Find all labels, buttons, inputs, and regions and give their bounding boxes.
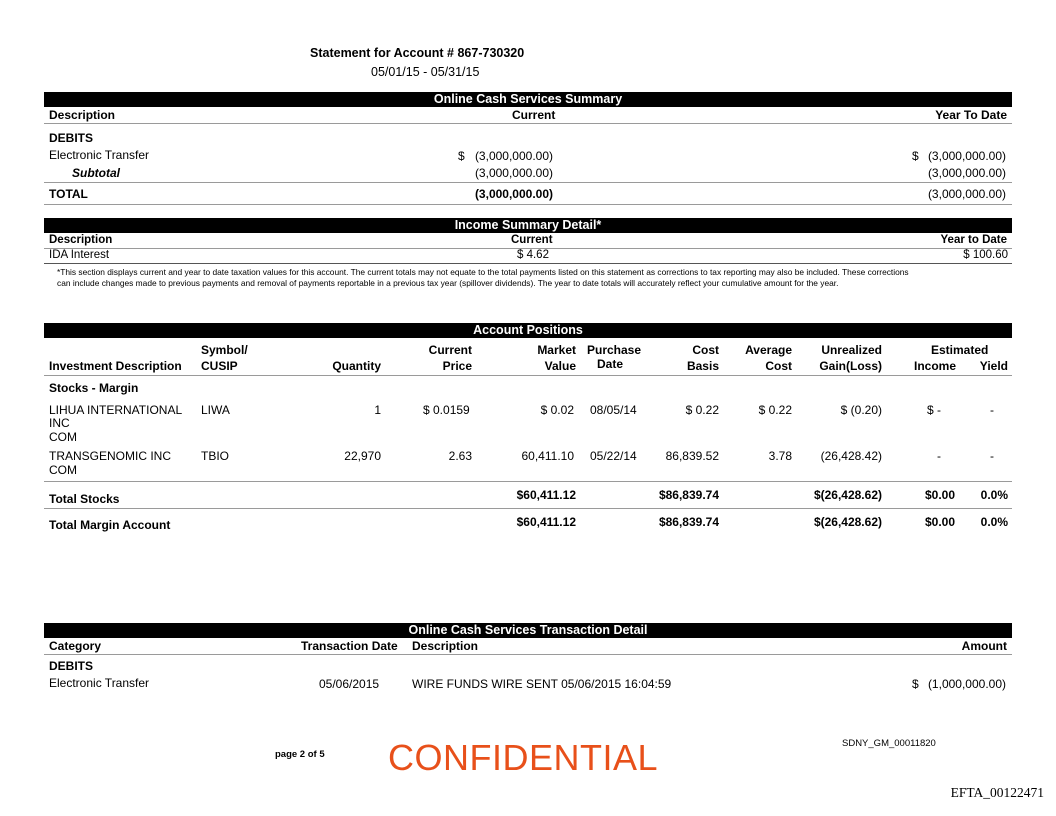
position-income: - — [937, 449, 941, 463]
transaction-amount: (1,000,000.00) — [927, 677, 1006, 691]
transactions-bar: Online Cash Services Transaction Detail — [44, 623, 1012, 638]
position-gain-loss: $ (0.20) — [840, 403, 882, 417]
position-quantity: 22,970 — [344, 449, 381, 463]
position-gain-loss: (26,428.42) — [820, 449, 882, 463]
statement-title: Statement for Account # 867-730320 — [310, 46, 525, 60]
statement-period: 05/01/15 - 05/31/15 — [371, 65, 480, 79]
position-yield: - — [990, 449, 994, 463]
transaction-description: WIRE FUNDS WIRE SENT 05/06/2015 16:04:59 — [412, 677, 672, 691]
income-summary-col-description: Description — [49, 234, 113, 246]
total-margin-income: $0.00 — [924, 515, 955, 529]
cash-summary-total-current: (3,000,000.00) — [474, 187, 553, 201]
cash-summary-total-rule — [44, 204, 1012, 205]
cash-summary-subtotal-label: Subtotal — [72, 166, 120, 180]
transactions-header-rule — [44, 654, 1012, 655]
positions-col-price-line1: Current — [428, 343, 472, 357]
income-summary-col-ytd: Year to Date — [940, 234, 1007, 246]
income-summary-footnote-line-2: can include changes made to previous payments and removal of payments reportable in a previous tax year (spillover dividends). The year to date totals will accurately reflect your cumulative amount for the year. — [57, 278, 839, 288]
positions-col-estimated: Estimated — [931, 343, 989, 357]
position-market-value: 60,411.10 — [521, 449, 574, 463]
cash-summary-row-ytd: (3,000,000.00) — [927, 149, 1006, 163]
transactions-col-date: Transaction Date — [301, 639, 398, 653]
income-summary-row-rule — [44, 263, 1012, 264]
page-number: page 2 of 5 — [275, 749, 325, 760]
cash-summary-col-ytd: Year To Date — [935, 108, 1007, 122]
income-summary-row-label: IDA Interest — [49, 249, 110, 261]
positions-section-label: Stocks - Margin — [49, 381, 139, 395]
positions-col-mv-line2: Value — [544, 359, 576, 373]
transactions-col-amount: Amount — [961, 639, 1007, 653]
position-average-cost: $ 0.22 — [758, 403, 792, 417]
total-stocks-gain-loss: $(26,428.62) — [813, 488, 882, 502]
positions-col-pd-line2: Date — [597, 357, 624, 371]
cash-summary-col-current: Current — [512, 108, 556, 122]
positions-col-quantity: Quantity — [332, 359, 381, 373]
total-stocks-income: $0.00 — [924, 488, 955, 502]
total-stocks-market-value: $60,411.12 — [516, 488, 576, 502]
total-margin-yield: 0.0% — [980, 515, 1008, 529]
cash-summary-subtotal-current: (3,000,000.00) — [474, 166, 553, 180]
position-symbol: LIWA — [201, 403, 230, 417]
position-description-line2: INC — [49, 416, 70, 430]
positions-col-ac-line2: Cost — [765, 359, 792, 373]
position-description-line3: COM — [49, 430, 77, 444]
position-cost-basis: $ 0.22 — [685, 403, 719, 417]
total-margin-market-value: $60,411.12 — [516, 515, 576, 529]
cash-summary-col-description: Description — [49, 108, 116, 122]
position-average-cost: 3.78 — [768, 449, 792, 463]
total-margin-cost-basis: $86,839.74 — [658, 515, 719, 529]
positions-col-mv-line1: Market — [537, 343, 576, 357]
cash-summary-subtotal-ytd: (3,000,000.00) — [927, 166, 1006, 180]
positions-col-symbol-line1: Symbol/ — [201, 343, 248, 357]
positions-col-pd-line1: Purchase — [587, 343, 642, 357]
income-summary-footnote — [57, 267, 987, 289]
position-symbol: TBIO — [201, 449, 230, 463]
position-cost-basis: 86,839.52 — [665, 449, 719, 463]
cash-summary-row-current: (3,000,000.00) — [474, 149, 553, 163]
position-quantity: 1 — [374, 403, 381, 417]
position-market-value: $ 0.02 — [540, 403, 574, 417]
positions-col-ug-line2: Gain(Loss) — [819, 359, 882, 373]
cash-summary-total-ytd: (3,000,000.00) — [927, 187, 1006, 201]
positions-bar: Account Positions — [44, 323, 1012, 338]
transactions-debits-label: DEBITS — [49, 659, 94, 673]
transaction-amount-symbol: $ — [912, 677, 919, 691]
total-margin-label: Total Margin Account — [49, 518, 171, 532]
cash-summary-row-current-symbol: $ — [458, 149, 465, 163]
positions-col-ug-line1: Unrealized — [821, 343, 882, 357]
position-description-line1: LIHUA INTERNATIONAL — [49, 403, 183, 417]
efta-number: EFTA_00122471 — [950, 785, 1044, 800]
cash-summary-bar: Online Cash Services Summary — [44, 92, 1012, 107]
position-description-line2: COM — [49, 463, 77, 477]
income-summary-footnote-line-1: *This section displays current and year to date taxation values for this account. The current totals may not equate to the total payments listed on this statement as corrections to tax reporting may also be included. These corrections — [57, 267, 909, 277]
cash-summary-row-label: Electronic Transfer — [49, 148, 150, 162]
positions-header-rule — [44, 375, 1012, 376]
total-stocks-rule — [44, 508, 1012, 509]
income-summary-col-current: Current — [511, 234, 553, 246]
cash-summary-debits-label: DEBITS — [49, 131, 94, 145]
positions-col-cb-line1: Cost — [692, 343, 719, 357]
income-summary-row-ytd: $ 100.60 — [963, 249, 1008, 261]
cash-summary-header-rule — [44, 123, 1012, 124]
positions-col-income: Income — [914, 359, 957, 373]
positions-col-symbol-line2: CUSIP — [201, 359, 238, 373]
total-stocks-yield: 0.0% — [980, 488, 1008, 502]
total-stocks-cost-basis: $86,839.74 — [658, 488, 719, 502]
position-price: 2.63 — [448, 449, 472, 463]
transactions-col-description: Description — [412, 639, 479, 653]
position-purchase-date: 05/22/14 — [590, 449, 637, 463]
total-margin-gain-loss: $(26,428.62) — [813, 515, 882, 529]
position-income: $ - — [927, 403, 942, 417]
bates-number: SDNY_GM_00011820 — [842, 738, 936, 749]
cash-summary-row-ytd-symbol: $ — [912, 149, 919, 163]
positions-col-yield: Yield — [979, 359, 1008, 373]
positions-col-ac-line1: Average — [745, 343, 792, 357]
confidential-stamp: CONFIDENTIAL — [388, 737, 659, 778]
positions-col-cb-line2: Basis — [686, 359, 719, 373]
position-description-line1: TRANSGENOMIC INC — [49, 449, 172, 463]
cash-summary-total-label: TOTAL — [49, 187, 88, 201]
total-stocks-label: Total Stocks — [49, 492, 120, 506]
transaction-category: Electronic Transfer — [49, 676, 150, 690]
positions-col-investment-description: Investment Description — [49, 359, 182, 373]
position-purchase-date: 08/05/14 — [590, 403, 637, 417]
cash-summary-subtotal-rule — [44, 182, 1012, 183]
positions-col-price-line2: Price — [442, 359, 472, 373]
positions-rows-rule — [44, 481, 1012, 482]
income-summary-row-current: $ 4.62 — [517, 249, 549, 261]
transaction-date: 05/06/2015 — [319, 677, 380, 691]
transactions-col-category: Category — [49, 639, 102, 653]
income-summary-bar: Income Summary Detail* — [44, 218, 1012, 233]
position-price: $ 0.0159 — [423, 403, 470, 417]
position-yield: - — [990, 403, 994, 417]
